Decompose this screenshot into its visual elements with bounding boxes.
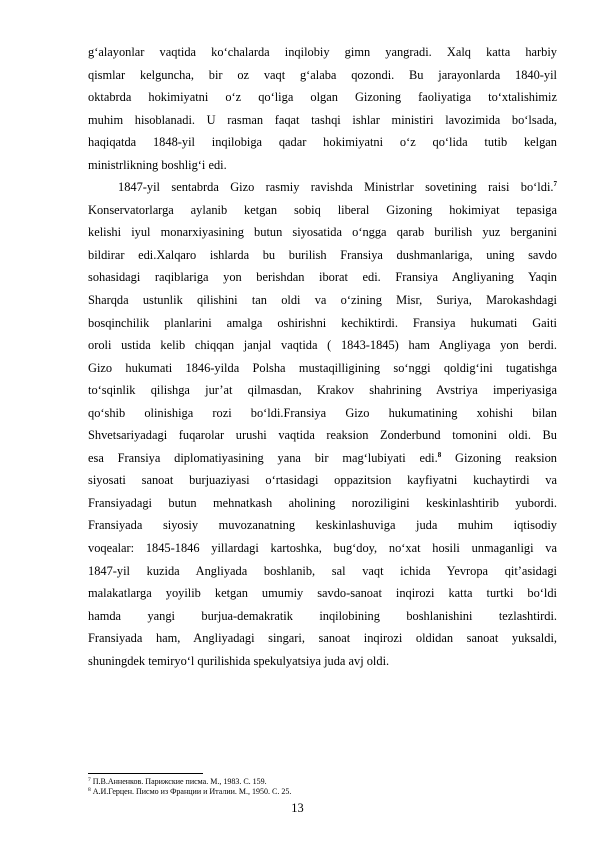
- text-line-content: esa Fransiya diplomatiyasining yana bir mag‘lubiyati edi.: [88, 450, 438, 465]
- text-line: [88, 447, 557, 470]
- text-line: Shvetsariyadagi fuqarolar urushi vaqtida reaksion Zonderbund tomonini oldi. Bu: [88, 428, 557, 443]
- text-line: bildirar edi.Xalqaro ishlarda bu burilish Fransiya dushmanlariga, uning savdo: [88, 247, 557, 262]
- text-line: 1847-yil kuzida Angliyada boshlanib, sal vaqt ichida Yevropa qit’asidagi: [88, 563, 557, 578]
- text-line: Fransiyadagi butun mehnatkash aholining noroziligini keskinlashtirib yubordi.: [88, 495, 557, 510]
- text-line: shuningdek temiryo‘l qurilishida spekulyatsiya juda avj oldi.: [88, 653, 390, 668]
- text-line: Sharqda ustunlik qilishini tan oldi va o‘zining Misr, Suriya, Marokashdagi: [88, 293, 557, 308]
- text-line: Konservatorlarga aylanib ketgan sobiq liberal Gizoning hokimiyat tepasiga: [88, 202, 557, 217]
- text-line: sohasidagi raqiblariga yon berishdan iborat edi. Fransiya Angliyaning Yaqin: [88, 270, 557, 285]
- text-line: Gizo hukumati 1846-yilda Polsha mustaqilligining so‘nggi qoldig‘ini tugatishga: [88, 360, 557, 375]
- footnote-text: П.В.Анненков. Парижские писма. М., 1983. С. 159.: [92, 777, 267, 786]
- text-line: muhim hisoblanadi. U rasman faqat tashqi ishlar ministiri lavozimida bo‘lsada,: [88, 112, 557, 127]
- text-line: g‘alayonlar vaqtida ko‘chalarda inqilobiy gimn yangradi. Xalq katta harbiy: [88, 45, 557, 59]
- page-number: 13: [291, 801, 304, 815]
- text-line: to‘sqinlik qilishga jur’at qilmasdan, Krakov shahrining Avstriya imperiyasiga: [88, 383, 557, 398]
- text-line: siyosati sanoat burjuaziyasi o‘rtasidagi oppazitsion kayfiyatni kuchaytirdi va: [88, 473, 557, 488]
- text-line: qo‘shib olinishiga rozi bo‘ldi.Fransiya Gizo hukumatining xohishi bilan: [88, 405, 557, 420]
- text-line: malakatlarga yoyilib ketgan umumiy savdo-sanoat inqirozi katta turtki bo‘ldi: [88, 586, 557, 601]
- text-line: oktabrda hokimiyatni o‘z qo‘liga olgan Gizoning faoliyatiga to‘xtalishimiz: [88, 90, 557, 105]
- text-line: Fransiyada siyosiy muvozanatning keskinlashuviga juda muhim iqtisodiy: [88, 518, 557, 533]
- text-line: hamda yangi burjua-demakratik inqilobining boshlanishini tezlashtirdi.: [88, 608, 557, 623]
- text-line: [88, 176, 557, 199]
- text-line: ministrlikning boshlig‘i edi.: [88, 157, 227, 172]
- text-line: qismlar kelguncha, bir oz vaqt g‘alaba qozondi. Bu jarayonlarda 1840-yil: [88, 67, 557, 82]
- footnote-ref-8: 8: [437, 450, 442, 459]
- text-line-content: Gizoning reaksion: [441, 450, 557, 465]
- footnote-number: 7: [88, 777, 91, 783]
- footnote-divider: [88, 773, 203, 774]
- footnote-text: А.И.Герцен. Писмо из Франции и Италии. М., 1950. С. 25.: [92, 787, 292, 796]
- text-line: bosqinchilik planlarini amalga oshirishni kechiktirdi. Fransiya hukumati Gaiti: [88, 315, 557, 330]
- text-line: Fransiyada ham, Angliyadagi singari, sanoat inqirozi oldidan sanoat yuksaldi,: [88, 631, 557, 646]
- text-line: haqiqatda 1848-yil inqilobiga qadar hokimiyatni o‘z qo‘lida tutib kelgan: [88, 135, 557, 150]
- page-body: [88, 41, 557, 672]
- footnote-8: [88, 787, 291, 797]
- paragraph-1: [88, 41, 557, 176]
- footnote-ref-7: 7: [553, 180, 557, 189]
- text-line-content: 1847-yil sentabrda Gizo rasmiy ravishda Ministrlar sovetining raisi bo‘ldi.: [118, 180, 554, 195]
- paragraph-2: [88, 176, 557, 672]
- footnote-7: [88, 777, 267, 787]
- text-line: kelishi iyul monarxiyasining butun siyosatida o‘ngga qarab burilish yuz berganini: [88, 225, 557, 240]
- footnote-number: 8: [88, 787, 91, 793]
- text-line: voqealar: 1845-1846 yillardagi kartoshka, bug‘doy, no‘xat hosili unmaganligi va: [88, 541, 557, 556]
- text-line: oroli ustida kelib chiqqan janjal vaqtida ( 1843-1845) ham Angliyaga yon berdi.: [88, 338, 557, 353]
